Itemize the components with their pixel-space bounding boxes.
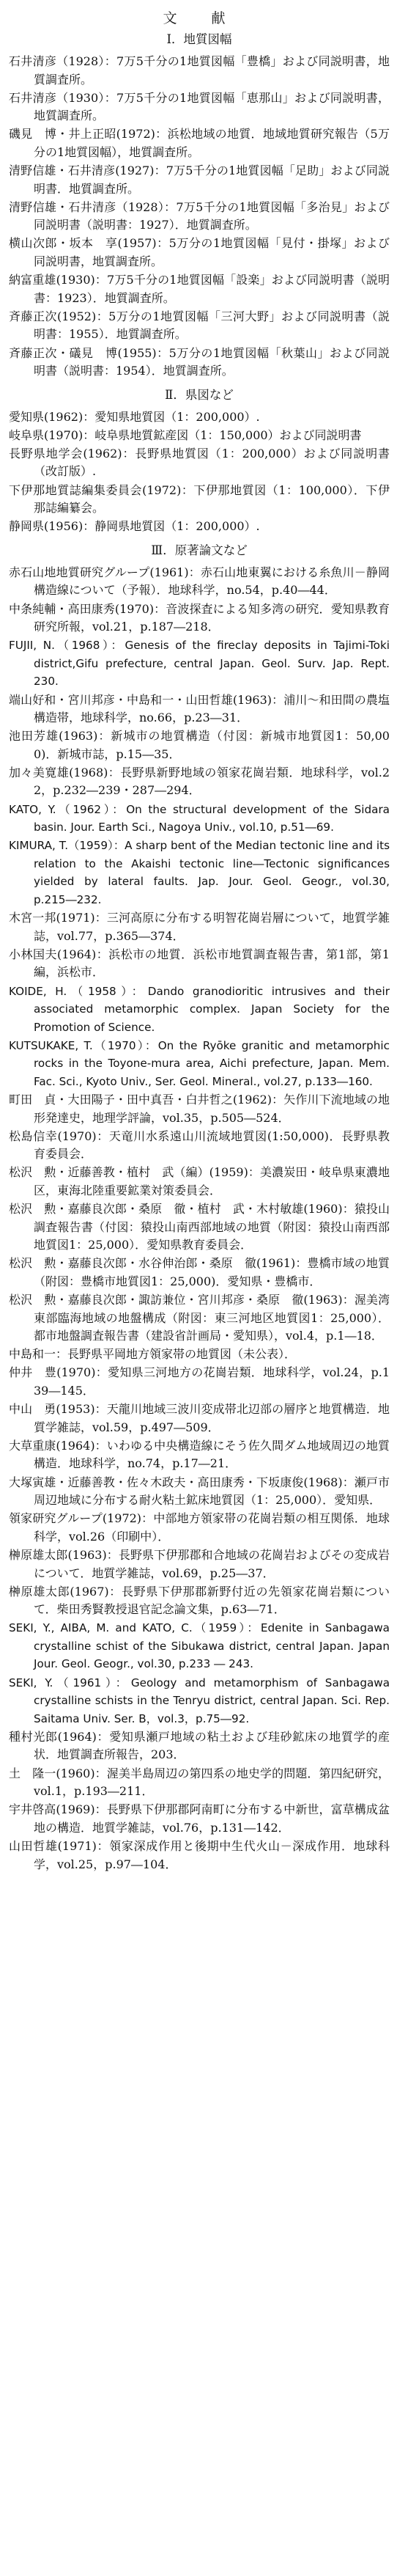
section-heading: Ⅲ．原著論文など — [151, 543, 248, 557]
reference-entry: 端山好和・宮川邦彦・中島和一・山田哲雄(1963)：浦川～和田間の農塩構造帯，地球科学，no.66，p.23―31． — [9, 692, 390, 725]
reference-entry: 池田芳雄(1963)：新城市の地質構造（付図：新城市地質図1：50,000)．新城市誌，p.15―35． — [9, 729, 390, 761]
reference-entry: 松沢 勲・嘉藤良次郎・諏訪兼位・宮川邦彦・桑原 徹(1963)：渥美湾東部臨海地域の地盤構成（附図：東三河地区地質図1：25,000）．都市地盤調査報告書（建設省計画局・愛知県），vol.4，p.1―18． — [9, 1293, 390, 1343]
reference-entry: 榊原雄太郎(1963)：長野県下伊那郡和合地域の花崗岩およびその変成岩について．地質学雑誌，vol.69，p.25―37． — [9, 1547, 390, 1580]
reference-entry: SEKI, Y., AIBA, M. and KATO, C.（1959）：Edenite in Sanbagawa crystalline schist of the Sibukawa district, central Japan. Japan Jour. Geol. Geogr., vol.30, p.233 ― 243. — [9, 1621, 390, 1671]
reference-sections — [9, 31, 390, 1874]
reference-entry: 石井清彦（1930）：7万5千分の1地質図幅「恵那山」および同説明書，地質調査所。 — [9, 90, 390, 123]
reference-list — [9, 408, 390, 536]
reference-list — [9, 564, 390, 1874]
reference-entry: 愛知県(1962)：愛知県地質図（1：200,000）. — [9, 409, 260, 424]
reference-entry: 土 隆一(1960)：渥美半島周辺の第四系の地史学的問題．第四紀研究，vol.1，p.193―211． — [9, 1766, 390, 1799]
reference-entry: 斉藤正次・礒見 博(1955)：5万分の1地質図幅「秋葉山」および同説明書（説明書：1954）．地質調査所。 — [9, 345, 390, 378]
reference-entry: 長野県地学会(1962)：長野県地質図（1：200,000）および同説明書（改訂版）. — [9, 446, 390, 479]
section-heading: Ⅰ．地質図幅 — [166, 32, 232, 46]
reference-entry: 山田哲雄(1971)：領家深成作用と後期中生代火山－深成作用．地球科学，vol.25，p.97―104． — [9, 1838, 390, 1871]
reference-entry: 納富重雄(1930)：7万5千分の1地質図幅「設楽」および同説明書（説明書：1923）．地質調査所。 — [9, 273, 390, 305]
reference-entry: 加々美寛雄(1968)：長野県新野地域の領家花崗岩類．地球科学，vol.22，p.232―239・287―294． — [9, 765, 390, 798]
document-title: 文 献 — [163, 10, 236, 26]
reference-entry: 大草重康(1964)：いわゆる中央構造線にそう佐久間ダム地域周辺の地質構造．地球科学，no.74，p.17―21． — [9, 1438, 390, 1471]
reference-entry: 岐阜県(1970)：岐阜県地質鉱産図（1：150,000）および同説明書 — [9, 428, 362, 442]
reference-entry: 小林国夫(1964)：浜松市の地質．浜松市地質調査報告書，第1部，第1編，浜松市． — [9, 947, 390, 980]
reference-entry: 種村光郎(1964)：愛知県瀬戸地域の粘土および珪砂鉱床の地質学的産状．地質調査所報告，203． — [9, 1729, 390, 1762]
reference-entry: FUJII, N.（1968）：Genesis of the fireclay deposits in Tajimi-Toki district,Gifu prefecture, central Japan. Geol. Surv. Jap. Rept. 230. — [9, 639, 390, 689]
reference-entry: 松島信幸(1970)：天竜川水系遠山川流域地質図(1:50,000)．長野県教育委員会． — [9, 1129, 390, 1162]
reference-entry: 大塚寅雄・近藤善教・佐々木政夫・高田康秀・下坂康俊(1968)：瀬戸市周辺地域に分布する耐火粘土鉱床地質図（1：25,000）．愛知県． — [9, 1475, 390, 1508]
reference-entry: 清野信雄・石井清彦（1928）：7万5千分の1地質図幅「多治見」および同説明書（説明書：1927）．地質調査所。 — [9, 199, 390, 232]
reference-entry: 斉藤正次(1952)：5万分の1地質図幅「三河大野」および同説明書（説明書：1955）．地質調査所。 — [9, 309, 390, 342]
reference-entry: 町田 貞・大田陽子・田中真吾・白井哲之(1962)：矢作川下流地域の地形発達史，地理学評論，vol.35，p.505―524． — [9, 1093, 390, 1125]
reference-entry: 横山次郎・坂本 享(1957)：5万分の1地質図幅「見付・掛塚」および同説明書，地質調査所。 — [9, 236, 390, 269]
reference-entry: 松沢 勲・嘉藤良次郎・水谷伸治郎・桑原 徹(1961)：豊橋市域の地質（附図：豊橋市地質図1：25,000)．愛知県・豊橋市． — [9, 1256, 390, 1288]
reference-entry: KIMURA, T.（1959）：A sharp bent of the Median tectonic line and its relation to the Akaishi tectonic line―Tectonic significances yielded by lateral faults. Jap. Jour. Geol. Geogr., vol.30, p.215―232. — [9, 839, 390, 907]
reference-entry: KUTSUKAKE, T.（1970）：On the Ryōke granitic and metamorphic rocks in the Toyone-mura area, Aichi prefecture, Japan. Mem. Fac. Sci., Kyoto Univ., Ser. Geol. Mineral., vol.27, p.133―160. — [9, 1038, 390, 1088]
reference-entry: KOIDE, H.（1958）：Dando granodioritic intrusives and their associated metamorphic complex. Japan Society for the Promotion of Science. — [9, 984, 390, 1034]
reference-entry: 宇井啓高(1969)：長野県下伊那郡阿南町に分布する中新世，富草構成盆地の構造．地質学雑誌，vol.76，p.131―142． — [9, 1802, 390, 1835]
reference-entry: 静岡県(1956)：静岡県地質図（1：200,000）. — [9, 519, 260, 534]
reference-entry: 仲井 豊(1970)：愛知県三河地方の花崗岩類．地球科学，vol.24，p.139―145． — [9, 1365, 390, 1398]
reference-entry: 清野信雄・石井清彦(1927)：7万5千分の1地質図幅「足助」および同説明書．地質調査所。 — [9, 164, 390, 196]
reference-entry: 榊原雄太郎(1967)：長野県下伊那郡新野付近の先領家花崗岩類について．柴田秀賢教授退官記念論文集，p.63―71． — [9, 1584, 390, 1617]
reference-entry: 松沢 勲・嘉藤良次郎・桑原 徹・植村 武・木村敏雄(1960)：猿投山調査報告書（付図：猿投山南西部地域の地質（附図：猿投山南西部地質図1：25,000）．愛知県教育委員会． — [9, 1202, 390, 1252]
reference-entry: 中山 勇(1953)：天龍川地域三波川変成帯北辺部の層序と地質構造．地質学雑誌，vol.59，p.497―509． — [9, 1402, 390, 1434]
reference-entry: 下伊那地質誌編集委員会(1972)：下伊那地質図（1：100,000）．下伊那誌編纂会。 — [9, 482, 390, 515]
section-heading: Ⅱ．県図など — [165, 387, 234, 402]
reference-entry: KATO, Y.（1962）：On the structural development of the Sidara basin. Jour. Earth Sci., Nagoya Univ., vol.10, p.51―69. — [9, 802, 390, 834]
reference-entry: 石井清彦（1928）：7万5千分の1地質図幅「豊橋」および同説明書，地質調査所。 — [9, 54, 390, 87]
reference-entry: 松沢 勲・近藤善教・植村 武（編）(1959)：美濃炭田・岐阜県東濃地区，東海北陸重要鉱業対策委員会． — [9, 1165, 390, 1198]
reference-entry: 赤石山地地質研究グループ(1961)：赤石山地東翼における糸魚川－静岡構造線について（予報）．地球科学，no.54，p.40―44． — [9, 565, 390, 598]
reference-entry: 磯見 博・井上正昭(1972)：浜松地域の地質．地域地質研究報告（5万分の1地質図幅），地質調査所。 — [9, 127, 390, 159]
reference-entry: 中条純輔・高田康秀(1970)：音波探査による知多湾の研究．愛知県教育研究所報，vol.21，p.187―218． — [9, 601, 390, 634]
reference-entry: 中島和一：長野県平岡地方領家帯の地質図（未公表）． — [9, 1347, 297, 1362]
reference-list — [9, 53, 390, 381]
reference-entry: 木宮一邦(1971)：三河高原に分布する明智花崗岩層について，地質学雑誌，vol.77，p.365―374． — [9, 911, 390, 943]
reference-entry: 領家研究グループ(1972)：中部地方領家帯の花崗岩類の相互関係．地球科学，vol.26（印刷中）． — [9, 1511, 390, 1544]
reference-entry: SEKI, Y.（1961）：Geology and metamorphism of Sanbagawa crystalline schists in the Tenryu district, central Japan. Sci. Rep. Saitama Univ. Ser. B，vol.3，p.75―92. — [9, 1676, 390, 1725]
